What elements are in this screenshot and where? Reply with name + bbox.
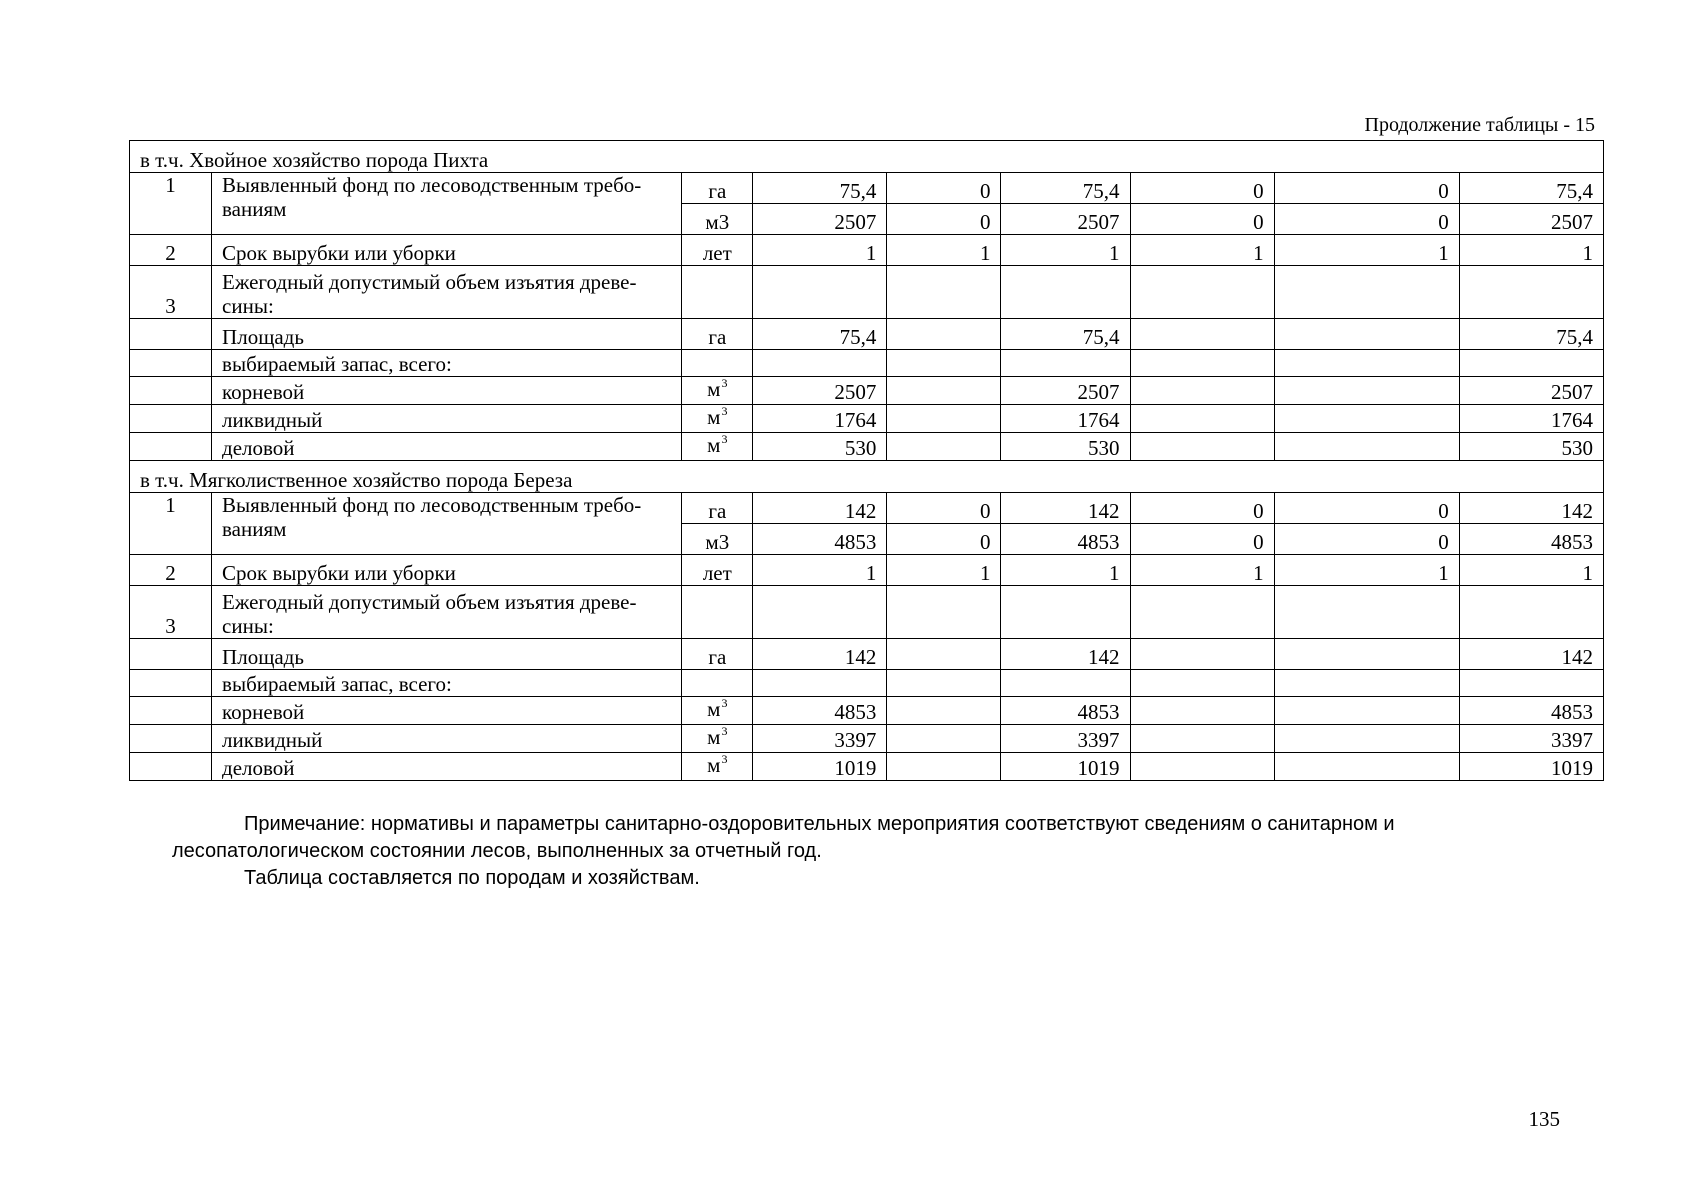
unit-superscript: 3 <box>721 404 728 418</box>
empty-cell <box>1459 670 1603 697</box>
value-cell: 2507 <box>753 204 887 235</box>
value-cell: 530 <box>1459 433 1603 461</box>
empty-cell <box>682 670 753 697</box>
unit-text: м <box>707 377 721 401</box>
table-row <box>130 433 1604 461</box>
value-cell <box>887 697 1001 725</box>
value-cell <box>887 753 1001 781</box>
unit-superscript: 3 <box>721 432 728 446</box>
row-label: корневой <box>212 697 682 725</box>
table-row <box>130 586 1604 639</box>
row-label: ликвидный <box>212 725 682 753</box>
value-cell: 75,4 <box>1001 319 1130 350</box>
table-row <box>130 405 1604 433</box>
value-cell: 1 <box>1001 555 1130 586</box>
unit-text: м <box>707 405 721 429</box>
row-label: выбираемый запас, всего: <box>212 670 682 697</box>
row-label: выбираемый запас, всего: <box>212 350 682 377</box>
empty-cell <box>1130 586 1274 639</box>
unit-text: м <box>707 753 721 777</box>
table-row <box>130 670 1604 697</box>
value-cell: 1 <box>1274 555 1459 586</box>
value-cell: 1 <box>887 555 1001 586</box>
unit-text: м <box>707 697 721 721</box>
empty-cell <box>130 639 212 670</box>
row-number: 1 <box>130 493 212 555</box>
empty-cell <box>130 433 212 461</box>
unit-cell: га <box>682 319 753 350</box>
value-cell: 1 <box>1274 235 1459 266</box>
value-cell: 2507 <box>1001 204 1130 235</box>
table-row <box>130 266 1604 319</box>
unit-cell <box>682 377 753 405</box>
value-cell <box>1274 697 1459 725</box>
table-continuation-caption: Продолжение таблицы - 15 <box>1364 114 1595 136</box>
value-cell: 1 <box>1001 235 1130 266</box>
value-cell: 1 <box>1459 555 1603 586</box>
value-cell <box>1130 753 1274 781</box>
value-cell <box>1274 405 1459 433</box>
empty-cell <box>130 319 212 350</box>
value-cell <box>1274 433 1459 461</box>
table-row <box>130 555 1604 586</box>
value-cell: 2507 <box>1459 204 1603 235</box>
empty-cell <box>753 586 887 639</box>
row-label: Площадь <box>212 639 682 670</box>
unit-text: м <box>707 433 721 457</box>
value-cell: 0 <box>1274 493 1459 524</box>
unit-cell: лет <box>682 555 753 586</box>
value-cell: 1 <box>753 555 887 586</box>
table-row <box>130 377 1604 405</box>
empty-cell <box>130 725 212 753</box>
value-cell: 142 <box>1001 639 1130 670</box>
table-row <box>130 350 1604 377</box>
value-cell: 3397 <box>753 725 887 753</box>
empty-cell <box>1001 350 1130 377</box>
value-cell: 142 <box>753 493 887 524</box>
value-cell: 142 <box>1001 493 1130 524</box>
empty-cell <box>887 350 1001 377</box>
row-label: Срок вырубки или уборки <box>212 235 682 266</box>
unit-cell: м3 <box>682 204 753 235</box>
value-cell: 0 <box>1274 204 1459 235</box>
value-cell: 4853 <box>753 524 887 555</box>
empty-cell <box>130 670 212 697</box>
empty-cell <box>887 586 1001 639</box>
row-label: ликвидный <box>212 405 682 433</box>
value-cell: 2507 <box>753 377 887 405</box>
row-number: 3 <box>130 266 212 319</box>
unit-superscript: 3 <box>721 376 728 390</box>
empty-cell <box>130 350 212 377</box>
table-row <box>130 725 1604 753</box>
empty-cell <box>1274 670 1459 697</box>
empty-cell <box>887 670 1001 697</box>
value-cell <box>1130 319 1274 350</box>
empty-cell <box>753 266 887 319</box>
value-cell: 1 <box>1459 235 1603 266</box>
empty-cell <box>682 266 753 319</box>
unit-superscript: 3 <box>721 724 728 738</box>
value-cell: 3397 <box>1001 725 1130 753</box>
empty-cell <box>1001 670 1130 697</box>
value-cell: 0 <box>887 173 1001 204</box>
empty-cell <box>1001 586 1130 639</box>
row-label: корневой <box>212 377 682 405</box>
empty-cell <box>1274 586 1459 639</box>
empty-cell <box>887 266 1001 319</box>
empty-cell <box>1459 586 1603 639</box>
value-cell: 1 <box>753 235 887 266</box>
value-cell <box>1130 433 1274 461</box>
section-title-row <box>130 141 1604 173</box>
value-cell <box>1130 639 1274 670</box>
unit-cell <box>682 697 753 725</box>
value-cell <box>1274 319 1459 350</box>
note-paragraph-2: Таблица составляется по породам и хозяйствам. <box>244 867 700 889</box>
value-cell: 75,4 <box>1001 173 1130 204</box>
row-number: 1 <box>130 173 212 235</box>
value-cell <box>887 433 1001 461</box>
value-cell <box>1274 753 1459 781</box>
value-cell: 2507 <box>1001 377 1130 405</box>
row-label: Ежегодный допустимый объем изъятия древе-сины: <box>212 266 682 319</box>
empty-cell <box>1130 266 1274 319</box>
unit-superscript: 3 <box>721 752 728 766</box>
value-cell: 75,4 <box>1459 319 1603 350</box>
value-cell: 0 <box>887 204 1001 235</box>
empty-cell <box>753 670 887 697</box>
value-cell <box>887 319 1001 350</box>
value-cell: 1 <box>1130 235 1274 266</box>
empty-cell <box>1130 350 1274 377</box>
value-cell: 0 <box>1130 493 1274 524</box>
unit-text: м <box>707 725 721 749</box>
value-cell: 530 <box>1001 433 1130 461</box>
empty-cell <box>1274 266 1459 319</box>
table-row <box>130 235 1604 266</box>
empty-cell <box>1001 266 1130 319</box>
value-cell <box>1130 405 1274 433</box>
value-cell: 4853 <box>1459 524 1603 555</box>
empty-cell <box>682 350 753 377</box>
value-cell: 530 <box>753 433 887 461</box>
value-cell: 75,4 <box>753 319 887 350</box>
value-cell: 3397 <box>1459 725 1603 753</box>
forest-table <box>129 140 1604 781</box>
value-cell: 75,4 <box>753 173 887 204</box>
row-label: Ежегодный допустимый объем изъятия древе-сины: <box>212 586 682 639</box>
empty-cell <box>1274 350 1459 377</box>
section-title: в т.ч. Мягколиственное хозяйство порода Береза <box>130 461 1604 493</box>
empty-cell <box>753 350 887 377</box>
row-label: деловой <box>212 433 682 461</box>
value-cell: 0 <box>887 524 1001 555</box>
unit-cell: га <box>682 639 753 670</box>
value-cell: 4853 <box>753 697 887 725</box>
value-cell: 142 <box>1459 639 1603 670</box>
value-cell <box>1130 725 1274 753</box>
empty-cell <box>130 377 212 405</box>
value-cell: 0 <box>1130 173 1274 204</box>
unit-cell: га <box>682 493 753 524</box>
row-label: Срок вырубки или уборки <box>212 555 682 586</box>
empty-cell <box>130 753 212 781</box>
table-row <box>130 493 1604 524</box>
table-row <box>130 639 1604 670</box>
unit-cell: м3 <box>682 524 753 555</box>
value-cell: 75,4 <box>1459 173 1603 204</box>
value-cell: 1019 <box>753 753 887 781</box>
unit-cell <box>682 753 753 781</box>
value-cell: 4853 <box>1001 697 1130 725</box>
value-cell: 0 <box>1130 204 1274 235</box>
unit-cell: га <box>682 173 753 204</box>
note-paragraph-1: Примечание: нормативы и параметры санитарно-оздоровительных мероприятия соответствуют сведениям о санитарном и лесопатологическом состоянии лесов, выполненных за отчетный год. <box>172 813 1395 862</box>
page-number: 135 <box>1528 1107 1560 1131</box>
unit-cell: лет <box>682 235 753 266</box>
row-label: Выявленный фонд по лесоводственным требо-ваниям <box>212 493 682 555</box>
empty-cell <box>682 586 753 639</box>
value-cell <box>887 725 1001 753</box>
empty-cell <box>1130 670 1274 697</box>
section-title-row <box>130 461 1604 493</box>
value-cell <box>887 377 1001 405</box>
value-cell <box>887 639 1001 670</box>
value-cell: 1 <box>1130 555 1274 586</box>
value-cell: 4853 <box>1001 524 1130 555</box>
value-cell <box>1130 697 1274 725</box>
value-cell: 0 <box>1274 524 1459 555</box>
value-cell: 0 <box>1274 173 1459 204</box>
value-cell <box>887 405 1001 433</box>
value-cell: 1764 <box>1001 405 1130 433</box>
unit-superscript: 3 <box>721 696 728 710</box>
value-cell: 1019 <box>1459 753 1603 781</box>
row-label: деловой <box>212 753 682 781</box>
empty-cell <box>1459 350 1603 377</box>
value-cell: 142 <box>1459 493 1603 524</box>
value-cell: 1019 <box>1001 753 1130 781</box>
empty-cell <box>130 697 212 725</box>
unit-cell <box>682 725 753 753</box>
value-cell <box>1130 377 1274 405</box>
empty-cell <box>1459 266 1603 319</box>
table-note <box>172 811 1562 892</box>
unit-cell <box>682 405 753 433</box>
section-title: в т.ч. Хвойное хозяйство порода Пихта <box>130 141 1604 173</box>
value-cell: 1 <box>887 235 1001 266</box>
value-cell: 142 <box>753 639 887 670</box>
row-number: 3 <box>130 586 212 639</box>
value-cell <box>1274 639 1459 670</box>
value-cell <box>1274 377 1459 405</box>
unit-cell <box>682 433 753 461</box>
row-number: 2 <box>130 555 212 586</box>
value-cell <box>1274 725 1459 753</box>
table-row <box>130 697 1604 725</box>
table-row <box>130 753 1604 781</box>
table-row <box>130 173 1604 204</box>
value-cell: 4853 <box>1459 697 1603 725</box>
value-cell: 1764 <box>1459 405 1603 433</box>
row-label: Площадь <box>212 319 682 350</box>
value-cell: 0 <box>1130 524 1274 555</box>
value-cell: 1764 <box>753 405 887 433</box>
row-label: Выявленный фонд по лесоводственным требо-ваниям <box>212 173 682 235</box>
row-number: 2 <box>130 235 212 266</box>
value-cell: 2507 <box>1459 377 1603 405</box>
empty-cell <box>130 405 212 433</box>
table-row <box>130 319 1604 350</box>
value-cell: 0 <box>887 493 1001 524</box>
